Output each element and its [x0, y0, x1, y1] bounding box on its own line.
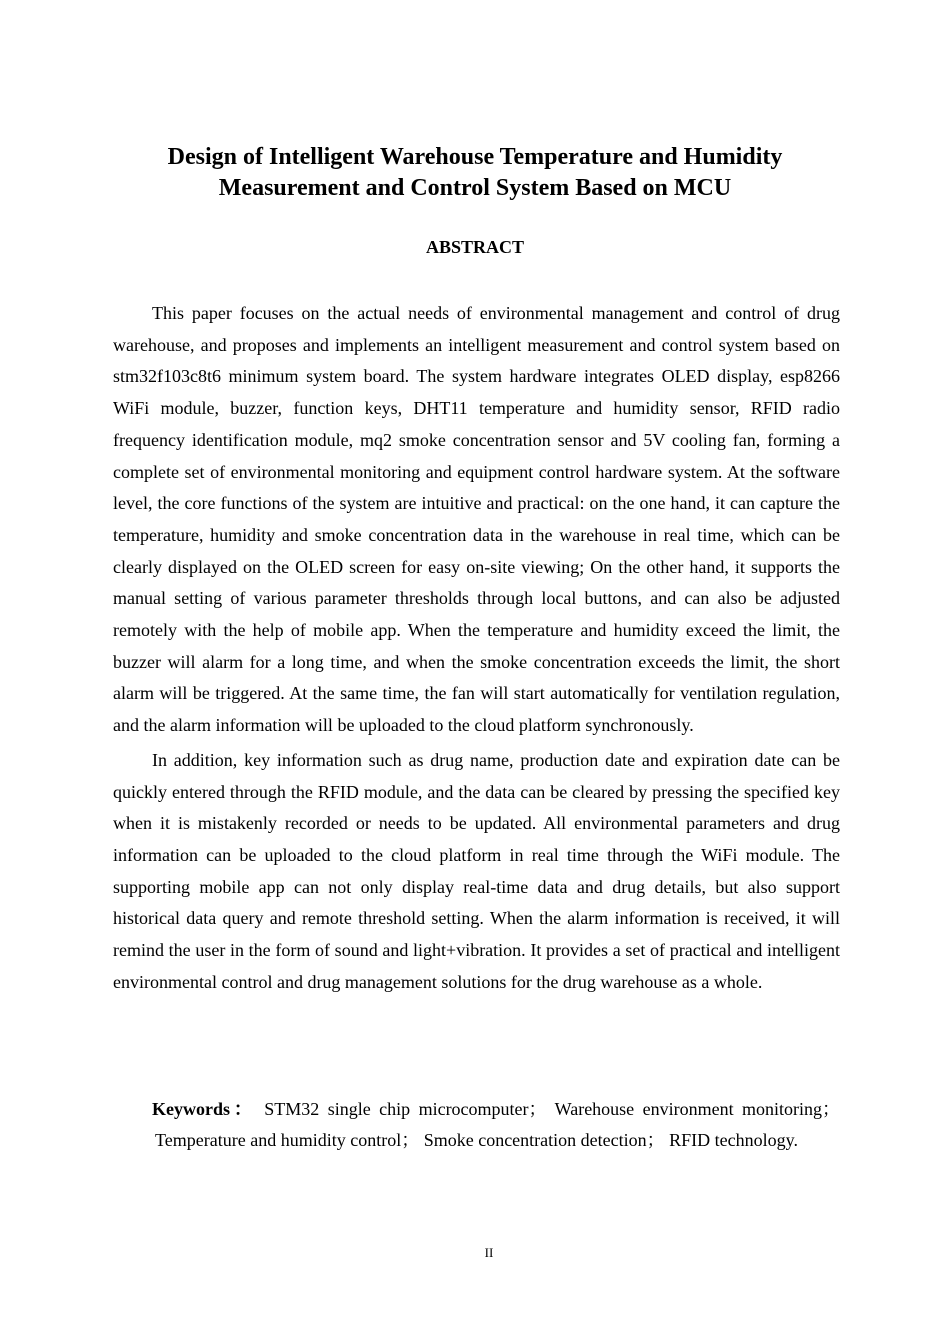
keyword-separator: ； [646, 1130, 665, 1150]
keyword-item: RFID technology. [669, 1130, 798, 1150]
keyword-separator: ； [528, 1099, 547, 1119]
keyword-item: STM32 single chip microcomputer [264, 1099, 529, 1119]
keyword-item: Smoke concentration detection [423, 1130, 647, 1150]
keyword-separator: ； [401, 1130, 420, 1150]
page-number: II [484, 1245, 494, 1260]
abstract-body [113, 298, 840, 1001]
keywords-label: Keywords： [152, 1099, 256, 1119]
keyword-item: Temperature and humidity control [155, 1130, 402, 1150]
abstract-heading: ABSTRACT [425, 237, 525, 257]
abstract-paragraph-1: This paper focuses on the actual needs of environmental management and control of drug warehouse, and proposes and implements an intelligent measurement and control system based on stm32f103c8t6 minimum system board. The system hardware integrates OLED display, esp8266 WiFi module, buzzer, function keys, DHT11 temperature and humidity sensor, RFID radio frequency identification module, mq2 smoke concentration sensor and 5V cooling fan, forming a complete set of environmental monitoring and equipment control hardware system. At the software level, the core functions of the system are intuitive and practical: on the one hand, it can capture the temperature, humidity and smoke concentration data in the warehouse in real time, which can be clearly displayed on the OLED screen for easy on-site viewing; On the other hand, it supports the manual setting of various parameter thresholds through local buttons, and can also be adjusted remotely with the help of mobile app. When the temperature and humidity exceed the limit, the buzzer will alarm for a long time, and when the smoke concentration exceeds the limit, the short alarm will be triggered. At the same time, the fan will start automatically for ventilation regulation, and the alarm information will be uploaded to the cloud platform synchronously. [113, 303, 840, 736]
keyword-item: Warehouse environment monitoring [554, 1099, 822, 1119]
title-line-1: Design of Intelligent Warehouse Temperature and Humidity [167, 144, 783, 170]
paper-title [95, 142, 855, 204]
abstract-paragraph-2: In addition, key information such as drug name, production date and expiration date can be quickly entered through the RFID module, and the data can be cleared by pressing the specified key when it is mistakenly recorded or needs to be updated. All environmental parameters and drug information can be uploaded to the cloud platform in real time through the WiFi module. The supporting mobile app can not only display real-time data and drug details, but also support historical data query and remote threshold setting. When the alarm information is received, it will remind the user in the form of sound and light+vibration. It provides a set of practical and intelligent environmental control and drug management solutions for the drug warehouse as a whole. [113, 749, 840, 992]
keyword-separator: ； [822, 1099, 840, 1119]
keywords-block [113, 1094, 840, 1156]
title-line-2: Measurement and Control System Based on MCU [218, 175, 732, 201]
